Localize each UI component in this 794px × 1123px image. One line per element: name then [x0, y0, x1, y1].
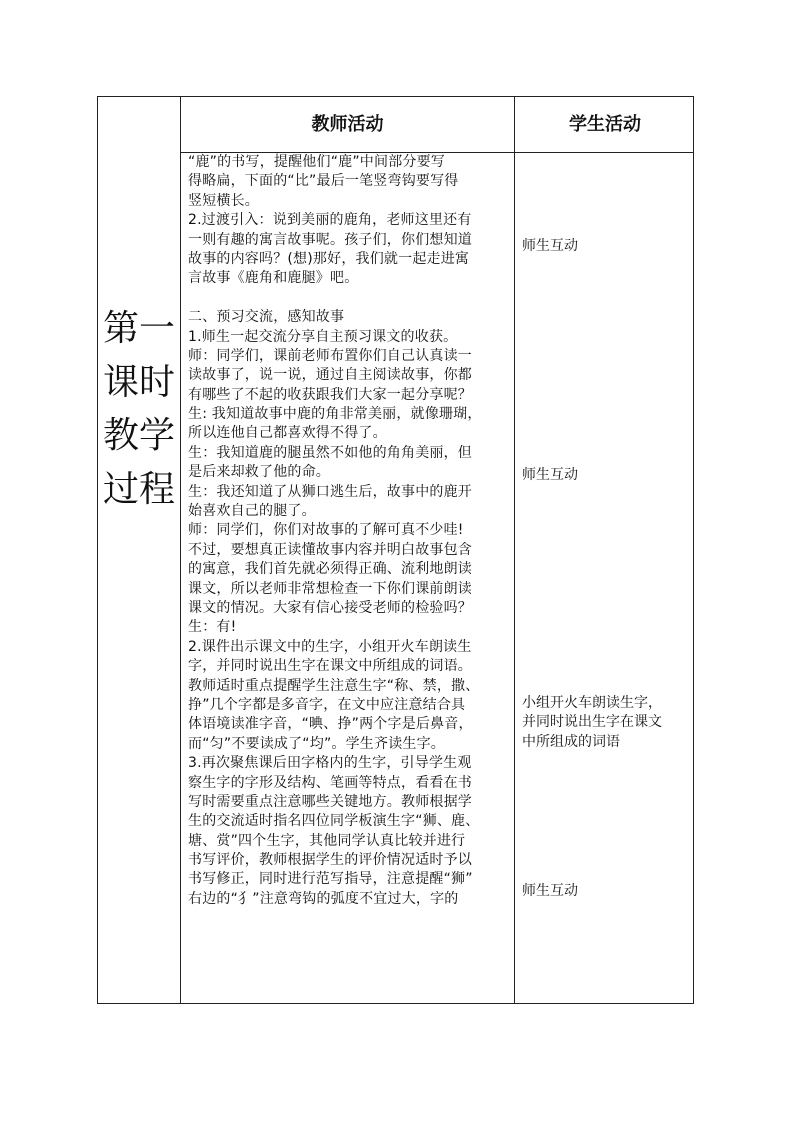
blank-line [188, 289, 508, 308]
text-line: 不过，要想真正读懂故事内容并明白故事包含 [188, 541, 472, 558]
text-line: 的寓意，我们首先就必须得正确、流利地朗读 [188, 561, 472, 578]
student-note-3-line: 小组开火车朗读生字， [522, 695, 662, 711]
text-line: 生：我知道鹿的腿虽然不如他的角角美丽，但 [188, 444, 472, 461]
header-teacher-activity: 教师活动 [311, 114, 384, 135]
student-note-3-line: 中所组成的词语 [522, 733, 620, 750]
text-line: 体语境读准字音，“晪、挣”两个字是后鼻音， [188, 716, 473, 733]
text-line: 言故事《鹿角和鹿腿》吧。 [188, 270, 359, 287]
text-line: 察生字的字形及结构、笔画等特点，看看在书 [188, 774, 472, 791]
text-line: 书写评价，教师根据学生的评价情况适时予以 [188, 852, 472, 869]
text-line: 3.再次聚焦课后田字格内的生字，引导学生观 [188, 755, 472, 772]
text-line: 故事的内容吗？(想)那好，我们就一起走进寓 [188, 250, 470, 267]
lesson-table [97, 96, 694, 1004]
text-line: 始喜欢自己的腿了。 [188, 503, 316, 520]
student-note-3 [522, 694, 662, 752]
text-line: 一则有趣的寓言故事呢。孩子们，你们想知道 [188, 231, 472, 248]
text-line: 得略扁，下面的“比”最后一笔竖弯钩要写得 [188, 173, 459, 190]
text-line: 师：同学们，课前老师布置你们自己认真读一 [188, 347, 472, 364]
student-note-3-line: 并同时说出生字在课文 [522, 714, 662, 731]
column-divider [514, 97, 515, 1003]
text-line: 字，并同时说出生字在课文中所组成的词语。 [188, 658, 472, 675]
text-line: 1.师生一起交流分享自主预习课文的收获。 [188, 328, 458, 345]
text-line: 课文，所以老师非常想检查一下你们课前朗读 [188, 580, 472, 597]
student-note-2: 师生互动 [522, 467, 578, 483]
student-note-1: 师生互动 [522, 238, 578, 254]
section-title: 第一课时教学过程 [102, 308, 175, 510]
column-divider [180, 97, 181, 1003]
text-line: 教师适时重点提醒学生注意生字“称、禁，撒、 [188, 677, 480, 694]
text-line: 竖短横长。 [188, 192, 259, 209]
text-line: 所以连他自己都喜欢得不得了。 [188, 425, 387, 442]
text-line: 右边的“犭”注意弯钩的弧度不宜过大，字的 [188, 890, 459, 907]
text-line: 写时需要重点注意哪些关键地方。教师根据学 [188, 793, 472, 810]
text-line: 是后来却救了他的命。 [188, 464, 330, 481]
text-line: 挣”几个字都是多音字，在文中应注意结合具 [188, 696, 466, 713]
text-line: 而“匀”不要读成了“均”。学生齐读生字。 [188, 735, 446, 752]
text-line: 二、预习交流，感知故事 [188, 309, 345, 326]
header-student-activity: 学生活动 [569, 114, 641, 135]
text-line: 生: 我知道故事中鹿的角非常美丽，就像珊瑚， [188, 406, 482, 423]
text-line: 生：我还知道了从狮口逃生后，故事中的鹿开 [188, 483, 472, 500]
text-line: “鹿”的书写，提醒他们“鹿”中间部分要写 [188, 154, 446, 170]
text-line: 生：有! [188, 619, 237, 636]
text-line: 课文的情况。大家有信心接受老师的检验吗？ [188, 599, 472, 616]
text-line: 有哪些了不起的收获跟我们大家一起分享呢？ [188, 386, 472, 403]
text-line: 生的交流适时指名四位同学板演生字“狮、鹿、 [188, 813, 480, 830]
text-line: 2.过渡引入：说到美丽的鹿角，老师这里还有 [188, 212, 472, 229]
text-line: 师：同学们，你们对故事的了解可真不少哇! [188, 522, 464, 539]
text-line: 2.课件出示课文中的生字，小组开火车朗读生 [188, 638, 472, 655]
text-line: 书写修正，同时进行范写指导，注意提醒“狮” [188, 871, 473, 888]
text-line: 读故事了，说一说，通过自主阅读故事，你都 [188, 367, 472, 384]
teacher-activity-text [188, 153, 508, 909]
student-note-4: 师生互动 [522, 883, 578, 899]
text-line: 塘、赏”四个生字，其他同学认真比较并进行 [188, 832, 466, 849]
